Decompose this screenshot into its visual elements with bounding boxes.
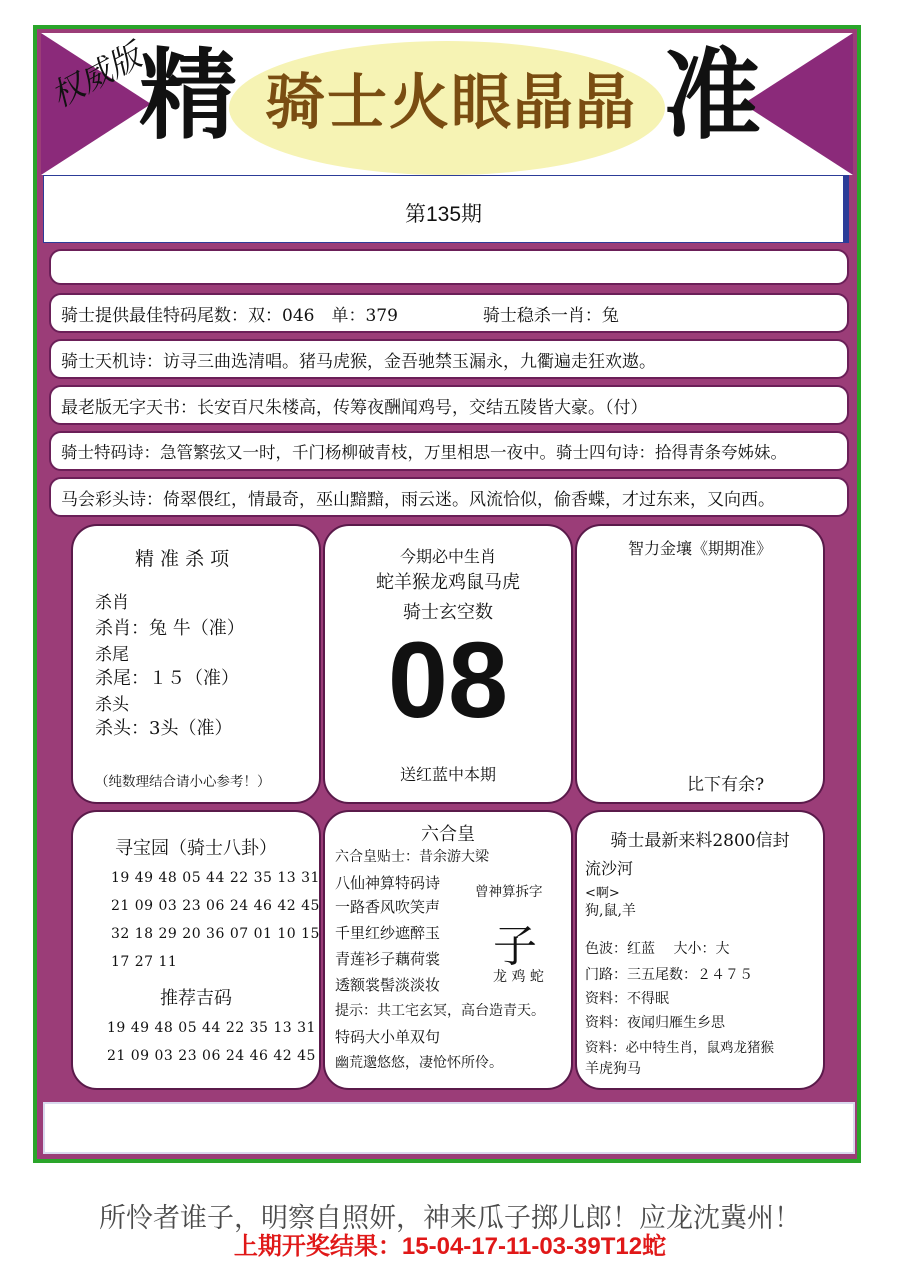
latest-clue: 流沙河	[585, 859, 634, 878]
zhili-bottom: 比下有余?	[687, 775, 765, 795]
poem-row	[49, 339, 849, 379]
liuhe-poem-line: 透额裳髻淡淡妆	[335, 976, 441, 994]
liuhe-sub-title: 特码大小单双句	[335, 1028, 441, 1046]
kill-label-3: 杀头	[95, 695, 129, 715]
latest-door: 门路：三五尾数：２４７５	[585, 967, 753, 983]
latest-color: 色波：红蓝 大小：大	[585, 941, 730, 957]
zeng-zodiac: 龙 鸡 蛇	[493, 969, 544, 985]
treasure-number-row: 32 18 29 20 36 07 01 10 15	[111, 926, 320, 942]
latest-title: 骑士最新来料2800信封	[610, 831, 790, 851]
must-hit-title: 今期必中生肖	[399, 547, 496, 566]
recommend-number-row: 21 09 03 23 06 24 46 42 45	[107, 1048, 316, 1064]
latest-zodiacs: 狗,鼠,羊	[585, 903, 636, 919]
kill-zodiac: 杀肖：兔 牛（准）	[95, 618, 245, 639]
special-poem-row	[49, 431, 849, 471]
treasure-number-row: 19 49 48 05 44 22 35 13 31	[111, 870, 320, 886]
liuhe-sub-poem: 幽荒邈悠悠，凄怆怀所伶。	[335, 1055, 503, 1071]
liuhe-poem-line: 一路香风吹笑声	[335, 898, 441, 916]
center-number-panel	[323, 524, 573, 804]
treasure-number-row: 17 27 11	[111, 954, 178, 970]
kill-head: 杀头：3头（准）	[95, 718, 233, 739]
zeng-title: 曾神算拆字	[475, 884, 543, 900]
lucky-poem-row	[49, 477, 849, 517]
treasure-title: 寻宝园（骑士八卦）	[115, 838, 277, 859]
kill-label-2: 杀尾	[95, 645, 129, 665]
liuhe-panel	[323, 810, 573, 1090]
latest-info-2: 资料：夜闻归雁生乡思	[585, 1015, 725, 1031]
kill-tail: 杀尾：１５（准）	[95, 668, 239, 689]
latest-clue-sub: <啊>	[585, 886, 620, 901]
center-footer: 送红蓝中本期	[399, 765, 496, 784]
tail-number-text: 骑士提供最佳特码尾数：双：046 单：379 骑士稳杀一肖：兔	[61, 305, 619, 326]
special-poem-text: 骑士特码诗：急管繁弦又一时，千门杨柳破青枝，万里相思一夜中。骑士四句诗：拾得青条夸姊妹。	[61, 443, 787, 462]
zeng-char: 子	[493, 921, 537, 972]
blank-row	[49, 249, 849, 285]
kill-note: （纯数理结合请小心参考！）	[95, 774, 271, 790]
issue-box	[43, 175, 849, 243]
issue-number: 第135期	[404, 203, 483, 226]
latest-info-3: 资料：必中特生肖，鼠鸡龙猪猴	[585, 1040, 774, 1056]
main-frame	[33, 25, 861, 1163]
must-hit-zodiacs: 蛇羊猴龙鸡鼠马虎	[376, 572, 520, 593]
liuhe-hint: 提示：共工宅玄冥，高台造青天。	[335, 1003, 545, 1019]
treasure-numbers	[111, 864, 320, 976]
last-draw-result: 上期开奖结果：15-04-17-11-03-39T12蛇	[233, 1233, 667, 1260]
liuhe-tip-head: 六合皇贴士：昔余游大梁	[335, 849, 489, 865]
brand-title: 骑士火眼晶晶	[265, 68, 637, 138]
lucky-poem-text: 马会彩头诗：倚翠偎红，情最奇，巫山黯黯，雨云迷。风流恰似，偷香蝶，才过东来，又向西。	[61, 489, 775, 510]
kill-title: 精 准 杀 项	[135, 548, 230, 570]
liuhe-poem-line: 青莲衫子藕荷裳	[335, 950, 441, 968]
xuankong-number: 08	[387, 619, 509, 740]
poem-text: 骑士天机诗：访寻三曲选清唱。猪马虎猴，金吾驰禁玉漏永，九衢遍走狂欢遨。	[61, 351, 656, 372]
heaven-book-text: 最老版无字天书：长安百尺朱楼高，传筹夜酬闻鸡号，交结五陵皆大豪。（付）	[61, 397, 648, 418]
header-banner	[41, 33, 853, 175]
treasure-panel	[71, 810, 321, 1090]
liuhe-poem-title: 八仙神算特码诗	[335, 874, 441, 892]
footer-blank-box	[43, 1102, 855, 1154]
kill-label-1: 杀肖	[95, 593, 129, 613]
latest-panel	[575, 810, 825, 1090]
authority-badge: 权威版	[44, 36, 148, 116]
kill-items-panel	[71, 524, 321, 804]
recommend-number-row: 19 49 48 05 44 22 35 13 31	[107, 1020, 316, 1036]
zhili-title: 智力金壤《期期准》	[627, 539, 772, 558]
title-left-char: 精	[139, 38, 238, 153]
treasure-number-row: 21 09 03 23 06 24 46 42 45	[111, 898, 320, 914]
latest-info-1: 资料：不得眠	[585, 991, 669, 1007]
recommend-title: 推荐吉码	[160, 988, 232, 1009]
zhili-panel	[575, 524, 825, 804]
liuhe-poem-line: 千里红纱遮醉玉	[335, 924, 441, 942]
title-right-char: 准	[663, 38, 762, 153]
bottom-verse: 所怜者谁子，明察自照妍，神来瓜子掷儿郎！应龙沈冀州！	[99, 1203, 801, 1234]
xuankong-title: 骑士玄空数	[403, 602, 493, 623]
liuhe-title: 六合皇	[421, 824, 475, 845]
tail-number-row	[49, 293, 849, 333]
recommend-numbers	[107, 1014, 316, 1070]
latest-info-4: 羊虎狗马	[585, 1061, 641, 1077]
heaven-book-row	[49, 385, 849, 425]
